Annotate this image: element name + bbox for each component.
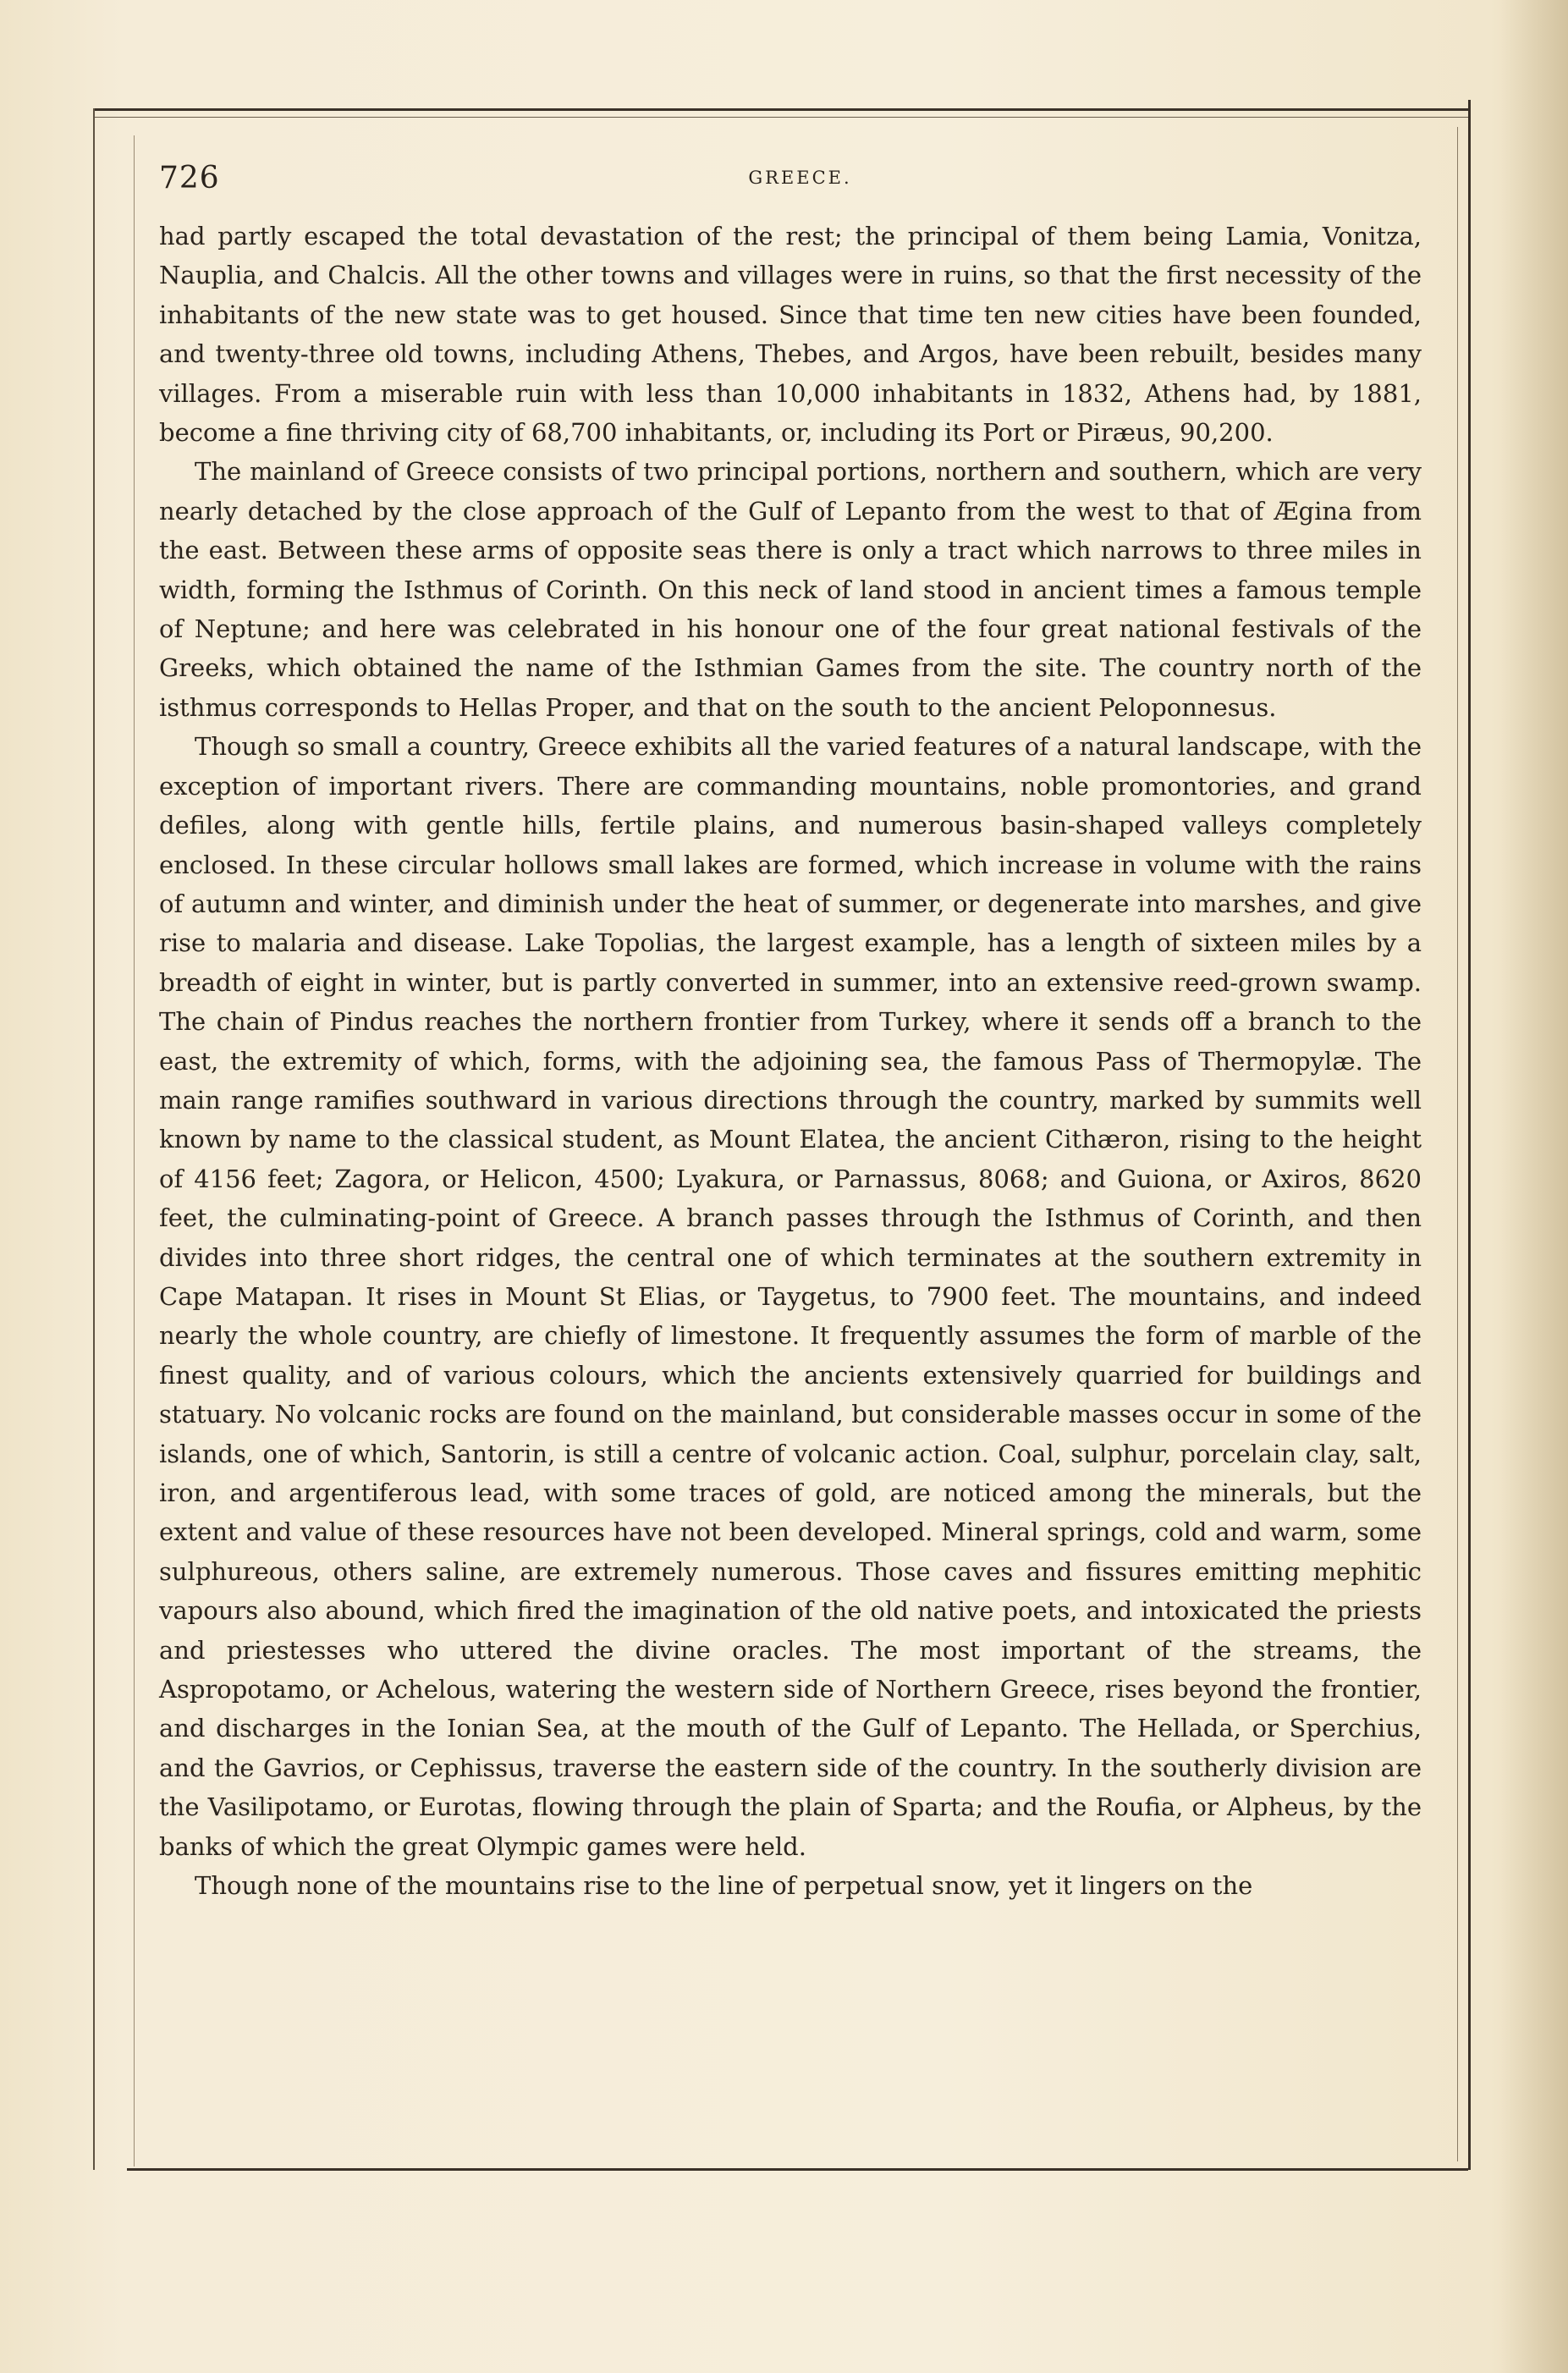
paragraph: had partly escaped the total devastation of the rest; the principal of them being Lamia, Vonitza, Nauplia, and Chalcis. All the other towns and villages were in ruins, so that the first necessity of the inhabitants of the new state was to get housed. Since that time ten new cities have been founded, and twenty-three old towns, including Athens, Thebes, and Argos, have been rebuilt, besides many villages. From a miserable ruin with less than 10,000 inhabitants in 1832, Athens had, by 1881, become a fine thriving city of 68,700 inhabitants, or, including its Port or Piræus, 90,200.: [159, 222, 1422, 448]
paragraph: Though so small a country, Greece exhibits all the varied features of a natural landscape, with the exception of important rivers. There are commanding mountains, noble promontories, and grand defiles, along with gentle hills, fertile plains, and numerous basin-shaped valleys completely enclosed. In these circular hollows small lakes are formed, which increase in volume with the rains of autumn and winter, and diminish under the heat of summer, or degenerate into marshes, and give rise to malaria and disease. Lake Topolias, the largest example, has a length of sixteen miles by a breadth of eight in winter, but is partly converted in summer, into an extensive reed-grown swamp. The chain of Pindus reaches the northern frontier from Turkey, where it sends off a branch to the east, the extremity of which, forms, with the adjoining sea, the famous Pass of Thermopylæ. The main range ramifies southward in various directions through the country, marked by summits well known by name to the classical student, as Mount Elatea, the ancient Cithæron, rising to the height of 4156 feet; Zagora, or Helicon, 4500; Lyakura, or Parnassus, 8068; and Guiona, or Axiros, 8620 feet, the culminating-point of Greece. A branch passes through the Isthmus of Corinth, and then divides into three short ridges, the central one of which terminates at the southern extremity in Cape Matapan. It rises in Mount St Elias, or Taygetus, to 7900 feet. The mountains, and indeed nearly the whole country, are chiefly of limestone. It frequently assumes the form of marble of the finest quality, and of various colours, which the ancients extensively quarried for buildings and statuary. No volcanic rocks are found on the mainland, but considerable masses occur in some of the islands, one of which, Santorin, is still a centre of volcanic action. Coal, sulphur, porcelain clay, salt, iron, and argentiferous lead, with some traces of gold, are noticed among the minerals, but the extent and value of these resources have not been developed. Mineral springs, cold and warm, some sulphureous, others saline, are extremely numerous. Those caves and fissures emitting mephitic vapours also abound, which fired the imagination of the old native poets, and intoxicated the priests and priestesses who uttered the divine oracles. The most important of the streams, the Aspropotamo, or Achelous, watering the western side of Northern Greece, rises beyond the frontier, and discharges in the Ionian Sea, at the mouth of the Gulf of Lepanto. The Hellada, or Sperchius, and the Gavrios, or Cephissus, traverse the eastern side of the country. In the southerly division are the Vasilipotamo, or Eurotas, flowing through the plain of Sparta; and the Roufia, or Alpheus, by the banks of which the great Olympic games were held.: [159, 732, 1422, 1861]
page-number: 726: [159, 161, 220, 195]
page-header: [159, 161, 1441, 198]
paragraph: Though none of the mountains rise to the line of perpetual snow, yet it lingers on the: [195, 1871, 1253, 1901]
frame-top-inner-rule: [93, 117, 1468, 118]
frame-bottom-rule: [127, 2168, 1468, 2171]
frame-left-rule: [93, 108, 95, 2170]
body-text: [159, 217, 1422, 1905]
frame-right-rule: [1468, 100, 1471, 2170]
frame-left-inner-rule: [134, 135, 135, 2167]
page-edge-shadow: [1500, 0, 1568, 2373]
paragraph: The mainland of Greece consists of two principal portions, northern and southern, which are very nearly detached by the close approach of the Gulf of Lepanto from the west to that of Ægina from the east. Between these arms of opposite seas there is only a tract which narrows to three miles in width, forming the Isthmus of Corinth. On this neck of land stood in ancient times a famous temple of Neptune; and here was celebrated in his honour one of the four great national festivals of the Greeks, which obtained the name of the Isthmian Games from the site. The country north of the isthmus corresponds to Hellas Proper, and that on the south to the ancient Peloponnesus.: [159, 457, 1422, 722]
frame-top-rule: [93, 108, 1468, 111]
running-head: GREECE.: [748, 168, 852, 188]
frame-right-inner-rule: [1457, 127, 1458, 2161]
